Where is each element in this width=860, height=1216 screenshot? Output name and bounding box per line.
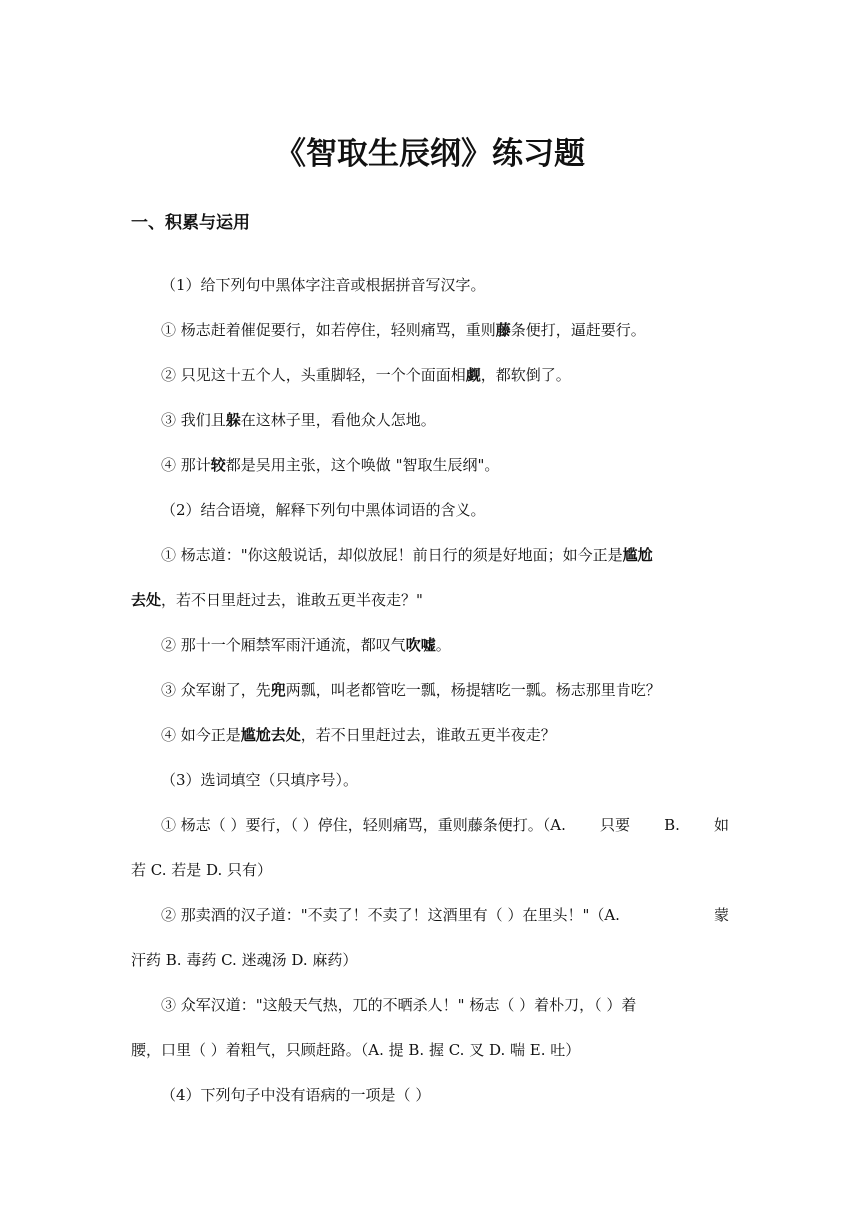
- bold-term: 兜: [270, 681, 286, 699]
- question-1-item-3: ③ 我们且躲在这林子里，看他众人怎地。: [161, 411, 436, 429]
- question-2-item-2: ② 那十一个厢禁军雨汗通流，都叹气吹嘘。: [161, 636, 451, 654]
- bold-term: 尴尬去处: [240, 726, 301, 744]
- bold-term: 觑: [465, 366, 481, 384]
- question-3-item-3-line-1: ③ 众军汉道："这般天气热，兀的不晒杀人！" 杨志（ ）着朴刀，（ ）着: [161, 996, 637, 1014]
- question-3-item-2-line-2: 汗药 B. 毒药 C. 迷魂汤 D. 麻药）: [131, 951, 358, 969]
- question-1-item-1: ① 杨志赶着催促要行，如若停住，轻则痛骂，重则藤条便打，逼赶要行。: [161, 321, 646, 339]
- bold-term: 躲: [225, 411, 241, 429]
- question-3-item-1-line-2: 若 C. 若是 D. 只有）: [131, 861, 273, 879]
- question-2-item-1-line-1: ① 杨志道："你这般说话，却似放屁！前日行的须是好地面；如今正是尴尬: [161, 546, 653, 564]
- bold-term: 去处: [131, 591, 162, 609]
- question-2-item-1-line-2: 去处，若不日里赶过去，谁敢五更半夜走？": [131, 591, 423, 609]
- question-3-item-1-line-1: ① 杨志（ ）要行，（ ）停住，轻则痛骂，重则藤条便打。（A. 只要 B. 如: [161, 816, 729, 834]
- bold-term: 藤: [495, 321, 511, 339]
- section-heading-accumulation: 一、积累与运用: [131, 213, 250, 233]
- bold-term: 吹嘘: [405, 636, 436, 654]
- question-1-prompt: （1）给下列句中黑体字注音或根据拼音写汉字。: [161, 276, 486, 294]
- question-3-item-2-line-1: ② 那卖酒的汉子道："不卖了！不卖了！这酒里有（ ）在里头！"（A. 蒙: [161, 906, 729, 924]
- bold-term: 较: [210, 456, 226, 474]
- page-title: 《智取生辰纲》练习题: [275, 136, 585, 172]
- question-2-prompt: （2）结合语境，解释下列句中黑体词语的含义。: [161, 501, 486, 519]
- question-4-prompt: （4）下列句子中没有语病的一项是（ ）: [161, 1086, 431, 1104]
- question-1-item-4: ④ 那计较都是吴用主张，这个唤做 "智取生辰纲"。: [161, 456, 500, 474]
- question-2-item-4: ④ 如今正是尴尬去处，若不日里赶过去，谁敢五更半夜走？: [161, 726, 556, 744]
- question-3-prompt: （3）选词填空（只填序号）。: [161, 771, 359, 789]
- question-3-item-3-line-2: 腰，口里（ ）着粗气，只顾赶路。（A. 提 B. 握 C. 叉 D. 喘 E. 吐）: [131, 1041, 581, 1059]
- question-1-item-2: ② 只见这十五个人，头重脚轻，一个个面面相觑，都软倒了。: [161, 366, 571, 384]
- question-2-item-3: ③ 众军谢了，先兜两瓢，叫老都管吃一瓢，杨提辖吃一瓢。杨志那里肯吃？: [161, 681, 661, 699]
- bold-term: 尴尬: [622, 546, 653, 564]
